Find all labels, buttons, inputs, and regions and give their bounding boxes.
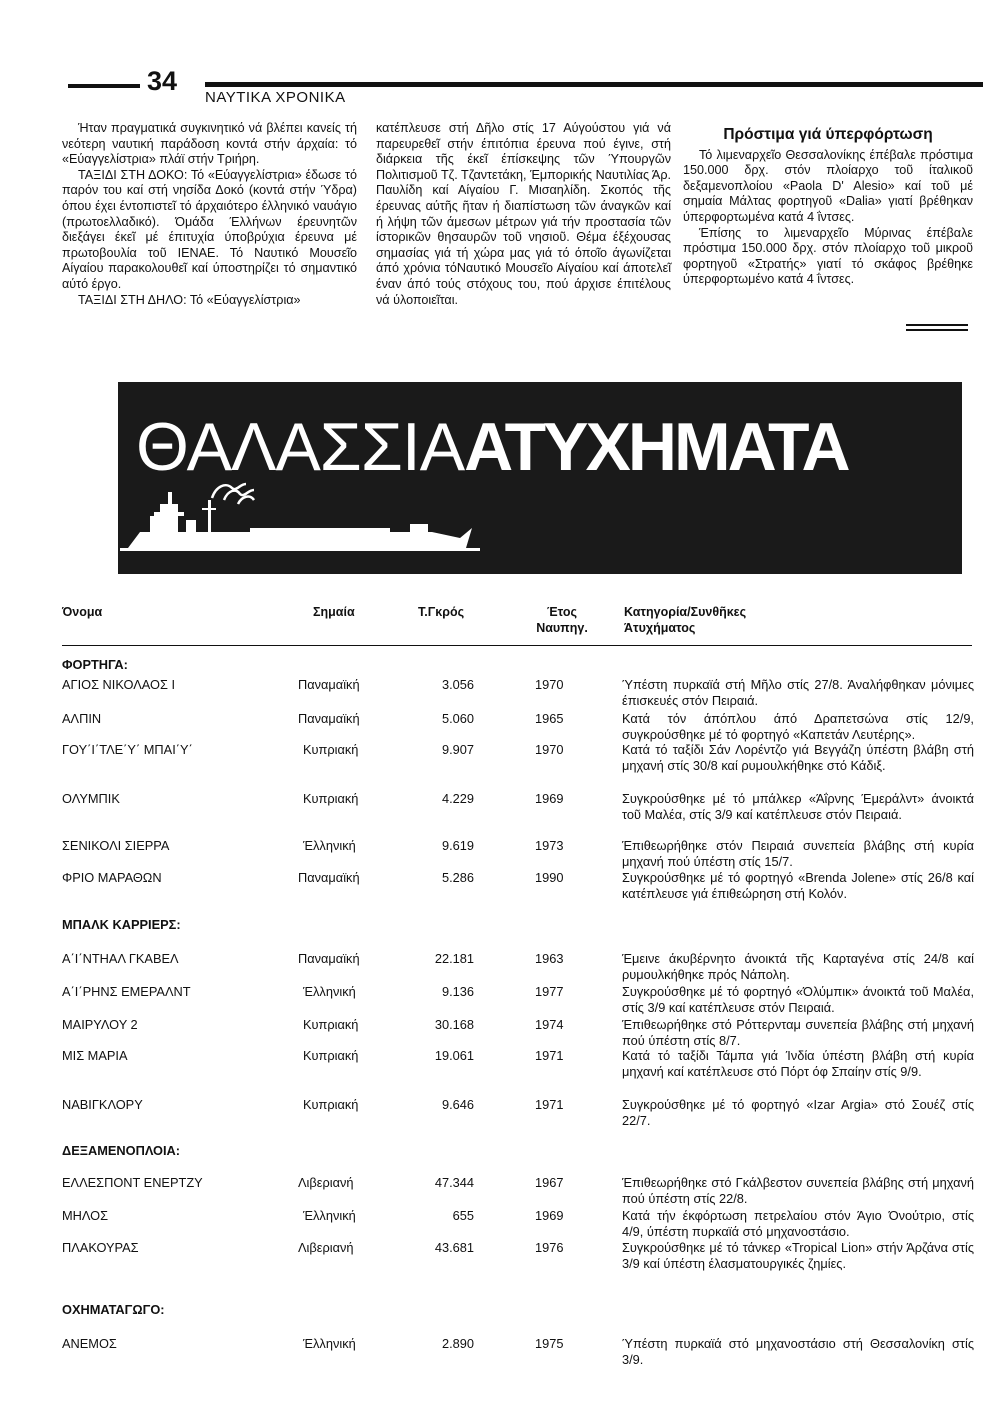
incident-description: Συγκρούσθηκε μέ τό φορτηγό «Όλύμπικ» άνοικτά τοῦ Μαλέα, στίς 3/9 καί κατέπλευσε στόν Πειραιά.	[622, 984, 974, 1015]
ship-name: ΣΕΝΙΚΟΛΙ ΣΙΕΡΡΑ	[62, 838, 170, 853]
category-bulk-carriers: ΜΠΑΛΚ ΚΑΡΡΙΕΡΣ:	[62, 917, 181, 932]
incident-description: Κατά τήν έκφόρτωση πετρελαίου στόν Άγιο Όνούτριο, στίς 4/9, ύπέστη πυρκαϊά στό μηχανοστάσιο.	[622, 1208, 974, 1239]
ship-grt: 19.061	[434, 1048, 474, 1063]
ship-name: ΓΟΥ΄Ι΄ΤΛΕ΄Υ΄ ΜΠΑΙ΄Υ΄	[62, 742, 193, 757]
incident-description: Συγκρούσθηκε μέ τό φορτηγό «Brenda Jolene» στίς 26/8 καί κατέπλευσε γιά έπιθεώρηση στή Κολόν.	[622, 870, 974, 901]
ship-grt: 3.056	[441, 677, 474, 692]
ship-grt: 4.229	[441, 791, 474, 806]
incident-description: Ύπέστη πυρκαϊά στό μηχανοστάσιο στή Θεσσαλονίκη στίς 3/9.	[622, 1336, 974, 1367]
ship-grt: 2.890	[441, 1336, 474, 1351]
ship-name: ΠΛΑΚΟΥΡΑΣ	[62, 1240, 139, 1255]
incident-description: Κατά τό ταξίδι Τάμπα γιά Ίνδία ύπέστη βλάβη στή κυρία μηχανή καί κατέπλευσε στό Πόρτ όφ Σπαίην στίς 9/9.	[622, 1048, 974, 1079]
ship-grt: 9.646	[441, 1097, 474, 1112]
ship-name: Α΄Ι΄ΝΤΗΑΛ ΓΚΑΒΕΛ	[62, 951, 179, 966]
category-ferry: ΟΧΗΜΑΤΑΓΩΓΟ:	[62, 1302, 165, 1317]
paragraph: ΤΑΞΙΔΙ ΣΤΗ ΔΗΛΟ: Τό «Εύαγγελίστρια»	[78, 292, 301, 307]
ship-name: ΜΗΛΟΣ	[62, 1208, 109, 1223]
ship-name: ΑΓΙΟΣ ΝΙΚΟΛΑΟΣ Ι	[62, 677, 176, 692]
article-column-1	[62, 121, 357, 308]
incident-description: Συγκρούσθηκε μέ τό μπάλκερ «Άΐρνης Έμεράλντ» άνοικτά τοῦ Μαλέα, στίς 3/9 καί κατέπλευσε στόν Πειραιά.	[622, 791, 974, 822]
ship-name: ΑΝΕΜΟΣ	[62, 1336, 117, 1351]
article-end-rule	[906, 324, 968, 326]
ship-icon	[120, 482, 480, 574]
ship-grt: 5.286	[441, 870, 474, 885]
paragraph: κατέπλευσε στή Δῆλο στίς 17 Αύγούστου γιά νά παρευρεθεῖ στήν έπιτόπια έρευνα πού έγινε, στή διάρκεια τῆς έκεῖ έπίσκεψης τῶν Ύπουργῶν Πολιτισμοῦ Τζ. Τζαντετάκη, Έμπορικής Ναυτιλίας Άρ. Παυλίδη καί Αίγαίου Γ. Μισαηλίδη. Σκοπός τῆς έρευνας αύτῆς ῆταν ή διαπίστωση τῶν άναγκῶν καί ή λήψη τῶν άμεσων μέτρων γιά τήν προστασία τῶν ίστορικῶν θησαυρῶν τοῦ νησιοῦ. Θέμα έξέχουσας σημασίας γιά τή χώρα μας γιά τό όποῖο άγωνίζεται άπό χρόνια τόΝαυτικό Μουσεῖο Αίγαίου καί άποτελεῖ έναν άπό τούς στόχους του, πού άρχισε έπιτέλους νά ύλοποιεῖται.	[376, 121, 671, 307]
ship-year: 1970	[535, 677, 564, 692]
table-header-rule	[62, 645, 972, 646]
magazine-title: ΝΑΥΤΙΚΑ ΧΡΟΝΙΚΑ	[205, 89, 346, 106]
ship-year: 1969	[535, 791, 564, 806]
ship-flag: Έλληνική	[303, 1208, 356, 1223]
ship-grt: 43.681	[434, 1240, 474, 1255]
header-rule-left	[68, 84, 140, 88]
ship-year: 1977	[535, 984, 564, 999]
ship-flag: Έλληνική	[303, 1336, 356, 1351]
ship-year: 1967	[535, 1175, 564, 1190]
ship-name: ΦΡΙΟ ΜΑΡΑΘΩΝ	[62, 870, 162, 885]
incident-description: Κατά τό ταξίδι Σάν Λορέντζο γιά Βεγγάζη ύπέστη βλάβη στή μηχανή στίς 30/8 καί ρυμουλκήθηκε στό Κάδιξ.	[622, 742, 974, 773]
ship-year: 1963	[535, 951, 564, 966]
col-header-flag: Σημαία	[313, 605, 355, 619]
ship-year: 1973	[535, 838, 564, 853]
article-column-2	[376, 121, 671, 308]
ship-year: 1969	[535, 1208, 564, 1223]
category-cargo: ΦΟΡΤΗΓΑ:	[62, 657, 128, 672]
ship-grt: 655	[452, 1208, 474, 1223]
ship-flag: Κυπριακή	[303, 791, 359, 806]
ship-year: 1971	[535, 1097, 564, 1112]
ship-flag: Λιβεριανή	[298, 1240, 354, 1255]
col-header-year	[532, 604, 592, 636]
ship-grt: 5.060	[441, 711, 474, 726]
ship-grt: 9.619	[441, 838, 474, 853]
col-header-year-line1: Έτος	[546, 605, 578, 619]
ship-year: 1974	[535, 1017, 564, 1032]
col-header-category-line1: Κατηγορία/Συνθῆκες	[624, 605, 747, 619]
page-number: 34	[147, 66, 178, 96]
paragraph: ΤΑΞΙΔΙ ΣΤΗ ΔΟΚΟ: Τό «Εύαγγελίστρια» έδωσε τό παρόν του καί στή νησίδα Δοκό (κοντά στήν Ύδρα) όπου έχει έντοπιστεῖ τό άρχαιότερο έλληνικό ναυάγιο (πρωτοελλαδικό). Όμάδα Έλλήνων έρευνητῶν διεξάγει έκεῖ μέ έπιτυχία ύποβρύχια έρευνα μέ πρωτοβουλία τοῦ ΙΕΝΑΕ. Τό Ναυτικό Μουσεῖο Αίγαίου παρακολουθεῖ καί ύποστηρίζει τό σημαντικό αύτό έργο.	[62, 167, 357, 291]
ship-name: ΟΛΥΜΠΙΚ	[62, 791, 120, 806]
ship-year: 1970	[535, 742, 564, 757]
col-header-category-line2: Άτυχήματος	[624, 621, 696, 635]
ship-grt: 30.168	[434, 1017, 474, 1032]
col-header-year-line2: Ναυπηγ.	[536, 621, 588, 635]
banner-title	[136, 408, 848, 486]
ship-flag: Έλληνική	[303, 838, 356, 853]
incident-description: Συγκρούσθηκε μέ τό φορτηγό «Izar Argia» στό Σουέζ στίς 22/7.	[622, 1097, 974, 1128]
ship-flag: Έλληνική	[303, 984, 356, 999]
fines-article	[683, 127, 973, 288]
ship-flag: Κυπριακή	[303, 1097, 359, 1112]
ship-flag: Κυπριακή	[303, 1048, 359, 1063]
ship-flag: Παναμαϊκή	[298, 711, 360, 726]
incident-description: Έπιθεωρήθηκε στόν Πειραιά συνεπεία βλάβης στή κυρία μηχανή πού ύπέστη στίς 15/7.	[622, 838, 974, 869]
incident-description: Κατά τόν άπόπλου άπό Δραπετσώνα στίς 12/9, συγκρούσθηκε μέ τό φορτηγό «Καπετάν Λευτέρης».	[622, 711, 974, 742]
ship-grt: 9.136	[441, 984, 474, 999]
ship-flag: Κυπριακή	[303, 742, 359, 757]
ship-grt: 9.907	[441, 742, 474, 757]
ship-year: 1965	[535, 711, 564, 726]
ship-flag: Παναμαϊκή	[298, 870, 360, 885]
ship-grt: 47.344	[434, 1175, 474, 1190]
category-tankers: ΔΕΞΑΜΕΝΟΠΛΟΙΑ:	[62, 1143, 181, 1158]
banner-title-thin: ΘΑΛΑΣΣΙΑ	[136, 409, 465, 485]
incident-description: Συγκρούσθηκε μέ τό τάνκερ «Tropical Lion» στήν Άρζάνα στίς 3/9 καί ύπέστη έλασματουργικές ζημίες.	[622, 1240, 974, 1271]
incident-description: Ύπέστη πυρκαϊά στή Μῆλο στίς 27/8. Άναλήφθηκαν μόνιμες έπισκευές στόν Πειραιά.	[622, 677, 974, 708]
ship-grt: 22.181	[434, 951, 474, 966]
ship-name: ΝΑΒΙΓΚΛΟΡΥ	[62, 1097, 143, 1112]
ship-flag: Παναμαϊκή	[298, 951, 360, 966]
header-rule-right	[205, 82, 983, 87]
col-header-category	[624, 604, 746, 636]
fines-article-title: Πρόστιμα γιά ύπερφόρτωση	[723, 126, 933, 143]
ship-name: ΜΑΙΡΥΛΟΥ 2	[62, 1017, 138, 1032]
ship-year: 1990	[535, 870, 564, 885]
col-header-name: Όνομα	[62, 605, 103, 619]
ship-flag: Κυπριακή	[303, 1017, 359, 1032]
ship-year: 1976	[535, 1240, 564, 1255]
ship-name: ΑΛΠΙΝ	[62, 711, 102, 726]
paragraph: Έπίσης το λιμεναρχεῖο Μύρινας έπέβαλε πρόστιμα 150.000 δρχ. στόν πλοίαρχο τοῦ μικροῦ φορτηγοῦ «Στρατής» γιατί τό σκάφος βρέθηκε ύπερφορτωμένο κατά 4 ΐντσες.	[683, 225, 973, 287]
ship-flag: Παναμαϊκή	[298, 677, 360, 692]
ship-name: ΜΙΣ ΜΑΡΙΑ	[62, 1048, 128, 1063]
section-banner	[118, 382, 962, 574]
ship-name: Α΄Ι΄ΡΗΝΣ ΕΜΕΡΑΛΝΤ	[62, 984, 191, 999]
ship-name: ΕΛΛΕΣΠΟΝΤ ΕΝΕΡΤΖΥ	[62, 1175, 203, 1190]
col-header-grt: Τ.Γκρός	[418, 605, 465, 619]
ship-flag: Λιβεριανή	[298, 1175, 354, 1190]
paragraph: Ήταν πραγματικά συγκινητικό νά βλέπει κανείς τή νεότερη ναυτική παράδοση κοντά στήν άρχαία: τό «Εύαγγελίστρια» πλάϊ στήν Τριήρη.	[62, 121, 357, 167]
banner-title-bold: ΑΤΥΧΗΜΑΤΑ	[464, 409, 848, 485]
ship-year: 1975	[535, 1336, 564, 1351]
article-end-rule	[906, 329, 968, 331]
paragraph: Τό λιμεναρχεῖο Θεσσαλονίκης έπέβαλε πρόστιμα 150.000 δρχ. στόν πλοίαρχο τοῦ ίταλικοῦ δεξαμενοπλοίου «Paola D' Alesio» καί τοῦ μέ σημαία Μάλτας φορτηγοῦ «Dalia» γιατί βρέθηκαν ύπερφορτωμένα κατά 4 ΐντσες.	[683, 147, 973, 224]
incident-description: Έπιθεωρήθηκε στό Γκάλβεστον συνεπεία βλάβης στή μηχανή πού ύπέστη στίς 22/8.	[622, 1175, 974, 1206]
incident-description: Έμεινε άκυβέρνητο άνοικτά τῆς Καρταγένα στίς 24/8 καί ρυμουλκήθηκε πρός Νάπολη.	[622, 951, 974, 982]
incident-description: Έπιθεωρήθηκε στό Ρόττερνταμ συνεπεία βλάβης στή μηχανή πού ύπέστη στίς 8/7.	[622, 1017, 974, 1048]
ship-year: 1971	[535, 1048, 564, 1063]
